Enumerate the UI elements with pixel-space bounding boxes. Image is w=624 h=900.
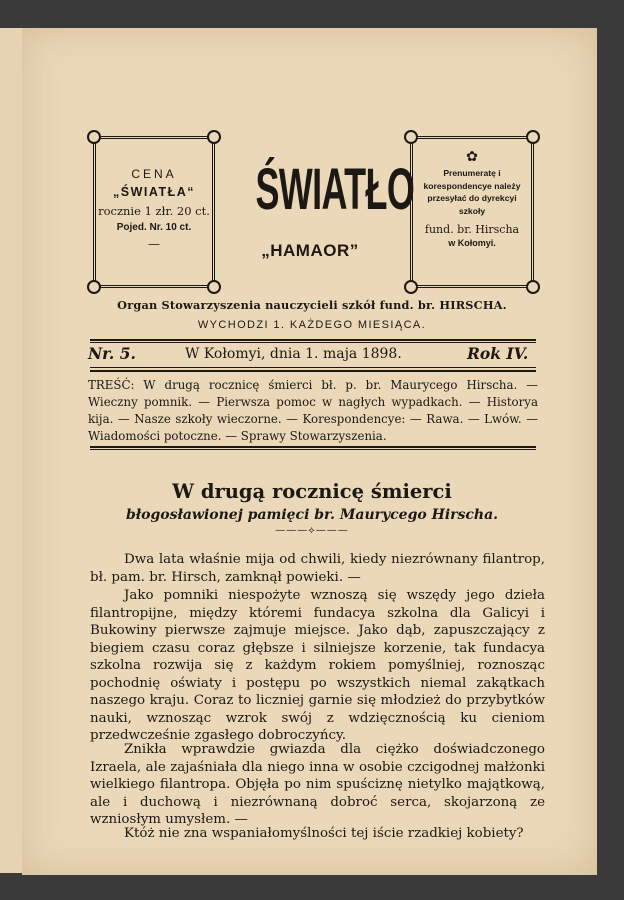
issue-number: Nr. 5. xyxy=(88,344,136,363)
article-paragraph: Dwa lata właśnie mija od chwili, kiedy niezrównany filantrop, bł. pam. br. Hirsch, zamknął powieki. — xyxy=(90,552,545,585)
article-paragraph: Któż nie zna wspaniałomyślności tej iście rzadkiej kobiety? xyxy=(124,826,524,841)
ornament-icon xyxy=(207,280,221,294)
masthead-subtitle: „HAMAOR” xyxy=(261,241,359,260)
single-issue-price: Pojed. Nr. 10 ct. xyxy=(116,222,192,233)
subscription-city: w Kołomyi. xyxy=(448,238,496,248)
subscription-box xyxy=(410,136,534,288)
section-ornament-icon: ———⟡——— xyxy=(275,525,349,536)
ornament-icon xyxy=(526,280,540,294)
box-dash: — xyxy=(148,237,160,251)
issue-year: Rok IV. xyxy=(467,344,529,363)
divider xyxy=(90,370,536,372)
masthead-title: ŚWIATŁO xyxy=(255,157,415,222)
ornament-icon xyxy=(87,280,101,294)
divider xyxy=(90,339,536,341)
issue-place-date: W Kołomyi, dnia 1. maja 1898. xyxy=(185,346,402,362)
divider xyxy=(90,342,536,343)
frequency-line: WYCHODZI 1. KAŻDEGO MIESIĄCA. xyxy=(197,319,427,331)
article-title: W drugą rocznicę śmierci xyxy=(172,480,452,503)
article-paragraph: Jako pomniki niespożyte wznoszą się wszędy jego dzieła filantropijne, między któremi fundacya szkolna dla Galicyi i Bukowiny pierwsze zajmuje miejsce. Jako dąb, zapuszczający z biegiem czasu coraz głębsze i silniejsze korzenie, tak fundacya szkolna rozwija się z każdym rokiem pomyślniej, roznosząc pochodnię oświaty i postępu po wszystkich niemal zakątkach naszego kraju. Coraz to liczniej garnie się młodzież do przybytków nauki, wznosząc wzrok swój z wdzięcznością ku cieniom przedwcześnie zgasłego dobroczyńcy. xyxy=(90,588,545,743)
subscription-foundation: fund. br. Hirscha xyxy=(424,223,520,236)
divider xyxy=(90,449,536,450)
contents-label: TREŚĆ: xyxy=(88,378,135,392)
contents-text: W drugą rocznicę śmierci bł. p. br. Maurycego Hirscha. — Wieczny pomnik. — Pierwsza pomoc w nagłych wypadkach. — Historya kija. — Nasze szkoły wieczorne. — Korespondencye: — Rawa. — Lwów. — Wiadomości potoczne. — Sprawy Stowarzyszenia. xyxy=(88,378,538,443)
divider xyxy=(90,367,536,368)
annual-price: rocznie 1 złr. 20 ct. xyxy=(98,204,210,218)
organ-line: Organ Stowarzyszenia nauczycieli szkół fund. br. HIRSCHA. xyxy=(117,298,507,312)
flower-ornament-icon: ✿ xyxy=(466,149,478,165)
ornament-icon xyxy=(404,130,418,144)
paper-name-quote: „ŚWIATŁA“ xyxy=(112,185,195,199)
previous-page-edge xyxy=(0,28,23,873)
ornament-icon xyxy=(526,130,540,144)
newspaper-page xyxy=(22,28,597,875)
price-box xyxy=(93,136,215,288)
ornament-icon xyxy=(404,280,418,294)
table-of-contents xyxy=(88,377,538,445)
article-paragraph: Znikła wprawdzie gwiazda dla ciężko doświadczonego Izraela, ale zajaśniała dla niego inna w osobie czcigodnej małżonki wielkiego filantropa. Objęła po nim spuściznę nietylko majątkową, ale i duchową i niezrównaną dobroć serca, skojarzoną ze wzniosłym umysłem. — xyxy=(90,742,545,827)
article-subtitle: błogosławionej pamięci br. Maurycego Hirscha. xyxy=(125,507,499,523)
divider xyxy=(90,446,536,448)
subscription-text: Prenumeratę i korespondencye należy przesyłać do dyrekcyi szkoły xyxy=(423,168,521,216)
ornament-icon xyxy=(87,130,101,144)
price-label: CENA xyxy=(131,167,177,181)
ornament-icon xyxy=(207,130,221,144)
